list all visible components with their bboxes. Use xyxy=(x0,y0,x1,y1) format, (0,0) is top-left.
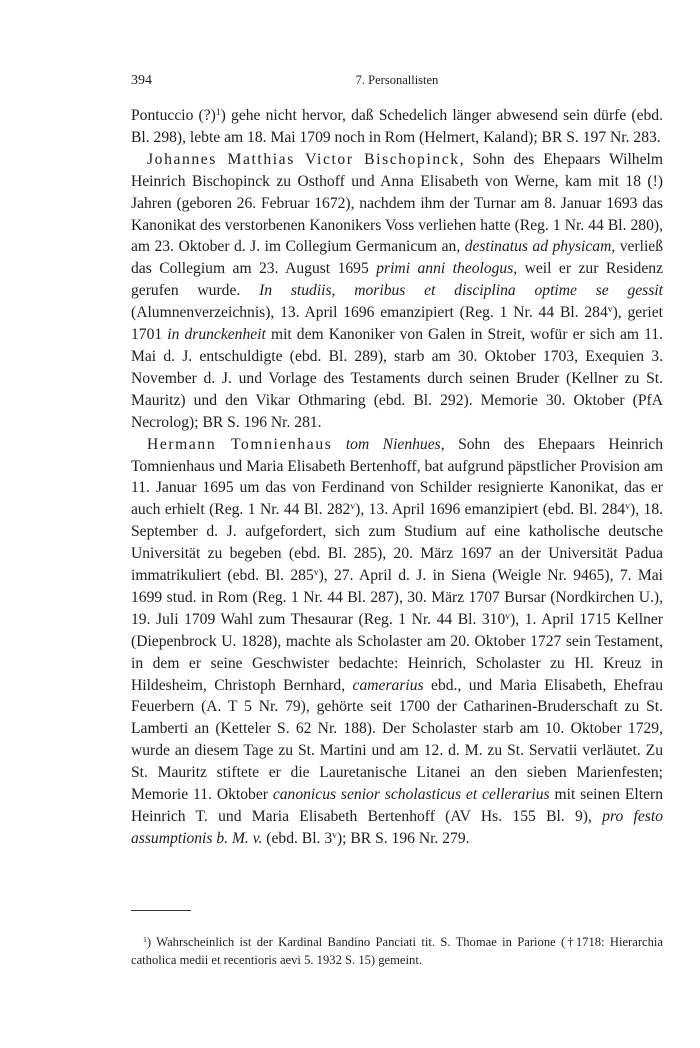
footnote-divider xyxy=(131,910,191,911)
body-text xyxy=(131,105,663,850)
person-name: Johannes Matthias Victor Bischopinck xyxy=(147,150,460,168)
paragraph-bischopinck: Johannes Matthias Victor Bischopinck, Sohn des Ehepaars Wilhelm Heinrich Bischopinck zu Osthoff und Anna Elisabeth von Werne, kam mit 18 (!) Jahren (geboren 26. Februar 1672), nachdem ihm der Turnar am 8. Januar 1693 das Kanonikat des verstorbenen Kanonikers Voss verliehen hatte (Reg. 1 Nr. 44 Bl. 280), am 23. Oktober d. J. im Collegium Germanicum an, destinatus ad physicam, verließ das Collegium am 23. August 1695 primi anni theologus, weil er zur Residenz gerufen wurde. In studiis, moribus et disciplina optime se gessit (Alumnenverzeichnis), 13. April 1696 emanzipiert (Reg. 1 Nr. 44 Bl. 284$^v$), geriet 1701 in drunckenheit mit dem Kanoniker von Galen in Streit, wofür er sich am 11. Mai d. J. entschuldigte (ebd. Bl. 289), starb am 30. Oktober 1703, Exequien 3. November d. J. und Vorlage des Testaments durch seinen Bruder (Kellner zu St. Mauritz) und den Vikar Othmaring (ebd. Bl. 292). Memorie 30. Oktober (PfA Necrolog); BR S. 196 Nr. 281. xyxy=(131,150,663,431)
footnote-marker: 1 xyxy=(215,107,221,119)
footnote: $^1$) Wahrscheinlich ist der Kardinal Bandino Panciati tit. S. Thomae in Parione (†1718: Hierarchia catholica medii et recentioris aevi 5. 1932 S. 15) gemeint. xyxy=(131,934,663,967)
page-number: 394 xyxy=(131,73,152,88)
running-head xyxy=(131,73,663,93)
paragraph-pontuccio: Pontuccio (?)$^1$) gehe nicht hervor, daß Schedelich länger abwesend sein dürfe (ebd. Bl. 298), lebte am 18. Mai 1709 noch in Rom (Helmert, Kaland); BR S. 197 Nr. 283. xyxy=(131,107,664,146)
footnote-number: 1 xyxy=(143,934,147,944)
section-title: 7. Personallisten xyxy=(355,73,439,87)
paragraph-tomnienhaus: Hermann Tomnienhaus tom Nienhues, Sohn des Ehepaars Heinrich Tomnienhaus und Maria Elisabeth Bertenhoff, bat aufgrund päpstlicher Provision am 11. Januar 1695 um das von Ferdinand von Schilder resignierte Kanonikat, das er auch erhielt (Reg. 1 Nr. 44 Bl. 282$^v$), 13. April 1696 emanzipiert (ebd. Bl. 284$^v$), 18. September d. J. aufgefordert, sich zum Studium auf eine katholische deutsche Universität zu begeben (ebd. Bl. 285), 20. März 1697 an der Universität Padua immatrikuliert (ebd. Bl. 285$^v$), 27. April d. J. in Siena (Weigle Nr. 9465), 7. Mai 1699 stud. in Rom (Reg. 1 Nr. 44 Bl. 287), 30. März 1707 Bursar (Nordkirchen U.), 19. Juli 1709 Wahl zum Thesaurar (Reg. 1 Nr. 44 Bl. 310$^v$), 1. April 1715 Kellner (Diepenbrock U. 1828), machte als Scholaster am 20. Oktober 1727 sein Testament, in dem er seine Geschwister bedachte: Heinrich, Scholaster zu Hl. Kreuz in Hildesheim, Christoph Bernhard, camerarius ebd., und Maria Elisabeth, Ehefrau Feuerbern (A. T 5 Nr. 79), gehörte seit 1700 der Catharinen-Bruderschaft zu St. Lamberti an (Ketteler S. 62 Nr. 188). Der Scholaster starb am 10. Oktober 1729, wurde an diesem Tage zu St. Martini und am 12. d. M. zu St. Servatii verläutet. Zu St. Mauritz stiftete er die Lauretanische Litanei an den sieben Marienfesten; Memorie 11. Oktober canonicus senior scholasticus et cellerarius mit seinen Eltern Heinrich T. und Maria Elisabeth Bertenhoff (AV Hs. 155 Bl. 9), pro festo assumptionis b. M. v. (ebd. Bl. 3$^v$); BR S. 196 Nr. 279. xyxy=(131,435,664,847)
person-name: Hermann Tomnienhaus xyxy=(147,435,333,453)
